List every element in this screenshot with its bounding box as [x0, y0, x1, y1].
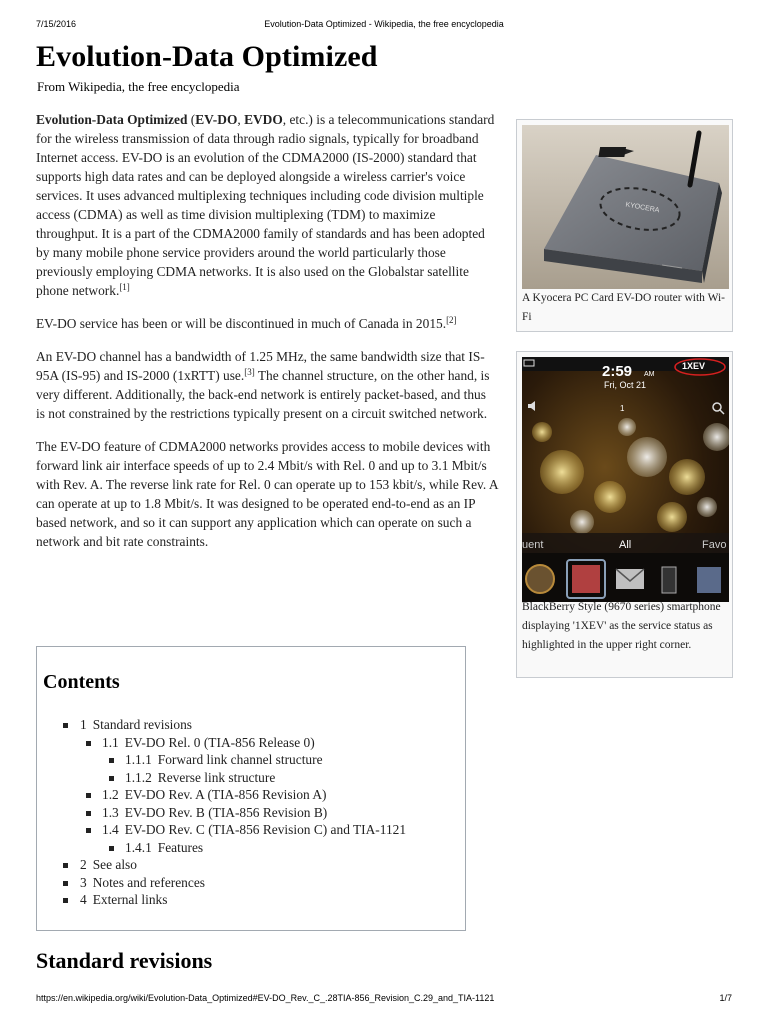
- paragraph-channel: [36, 347, 498, 423]
- toc-label[interactable]: EV-DO Rel. 0 (TIA-856 Release 0): [124, 734, 315, 750]
- toc-item[interactable]: [37, 716, 406, 856]
- toc-item[interactable]: [87, 769, 406, 787]
- toc-title: Contents: [43, 671, 120, 693]
- router-photo: [522, 125, 729, 289]
- toc-sublist: [87, 751, 406, 786]
- text: An EV-DO channel has a bandwidth of 1.25 MHz, the same bandwidth size that IS-95A (IS-95) and IS-2000 (1xRTT) use.: [36, 349, 485, 383]
- toc-number: 1.3: [102, 804, 119, 820]
- phone-tab-center: All: [619, 539, 632, 551]
- phone-time: 2:59: [602, 363, 633, 380]
- print-url: https://en.wikipedia.org/wiki/Evolution-Data_Optimized#EV-DO_Rev._C_.28TIA-856_Revision_C.29_and_TIA-1121: [36, 993, 495, 1003]
- toc-item[interactable]: [37, 856, 406, 874]
- blackberry-image[interactable]: [522, 357, 729, 602]
- toc-label[interactable]: See also: [92, 857, 137, 872]
- phone-tab-right: Favo: [702, 539, 727, 551]
- paragraph-canada: [36, 314, 498, 333]
- toc-item[interactable]: [37, 891, 406, 909]
- toc-sublist: [87, 839, 406, 857]
- text: The channel structure, on the other hand, is very different. Additionally, the back-end network is entirely packet-based, and thus is not constrained by the restrictions typically present on a circuit switched network.: [36, 368, 490, 421]
- toc-label[interactable]: EV-DO Rev. C (TIA-856 Revision C) and TIA-1121: [124, 822, 407, 837]
- figure-caption: A Kyocera PC Card EV-DO router with Wi-Fi: [522, 292, 725, 323]
- reference-link[interactable]: [2]: [446, 315, 457, 325]
- toc-label[interactable]: EV-DO Rev. B (TIA-856 Revision B): [124, 804, 328, 820]
- phone-tab-left: uent: [522, 539, 544, 551]
- toc-label[interactable]: External links: [92, 892, 168, 907]
- reference-link[interactable]: [3]: [244, 367, 255, 377]
- brand-label: KYOCERA: [624, 201, 660, 215]
- figure-caption: BlackBerry Style (9670 series) smartphone displaying '1XEV' as the service status as highlighted in the upper right corner.: [522, 601, 721, 651]
- router-image[interactable]: [522, 125, 729, 289]
- toc-number: 1.1: [102, 734, 119, 750]
- paragraph-speeds: [36, 437, 498, 551]
- table-of-contents: [36, 646, 466, 931]
- toc-item[interactable]: [37, 874, 406, 892]
- toc-label[interactable]: Notes and references: [92, 874, 205, 890]
- article-body: [36, 110, 498, 565]
- toc-number: 4: [80, 892, 87, 907]
- app-icon: [572, 565, 600, 593]
- toc-number: 1.4.1: [125, 839, 152, 855]
- toc-list: [37, 716, 406, 909]
- bold-term: Evolution-Data Optimized: [36, 112, 188, 127]
- figure-blackberry: [516, 351, 733, 678]
- phone-date: Fri, Oct 21: [604, 380, 647, 390]
- toc-label[interactable]: Features: [157, 839, 204, 855]
- toc-item[interactable]: [64, 734, 406, 787]
- toc-number: 1.1.2: [125, 769, 152, 785]
- print-date: 7/15/2016: [36, 19, 77, 29]
- toc-number: 1: [80, 717, 87, 732]
- phone-device-icon: [662, 567, 676, 593]
- text: (: [187, 112, 196, 127]
- text: ,: [237, 112, 245, 127]
- toc-number: 1.2: [102, 787, 119, 802]
- toc-item[interactable]: [87, 839, 406, 857]
- toc-number: 2: [80, 857, 87, 872]
- toc-number: 1.4: [102, 822, 119, 837]
- toc-item[interactable]: [64, 821, 406, 856]
- figure-router: [516, 119, 733, 332]
- toc-sublist: [64, 734, 406, 857]
- print-page-title: Evolution-Data Optimized - Wikipedia, the free encyclopedia: [264, 19, 504, 29]
- app-icon: [697, 567, 721, 593]
- toc-item[interactable]: [64, 786, 406, 804]
- phone-ampm: AM: [644, 371, 655, 378]
- toc-number: 3: [80, 874, 87, 890]
- toc-label[interactable]: Forward link channel structure: [157, 752, 323, 767]
- text: The EV-DO feature of CDMA2000 networks provides access to mobile devices with forward link air interface speeds of up to 2.4 Mbit/s with Rel. 0 and up to 3.1 Mbit/s with Rev. A. The reverse link rate for Rel. 0 can operate up to 153 kbit/s, while Rev. A can operate at up to 1.8 Mbit/s. It was designed to be operated end-to-end as an IP based network, and so it can support any application which can operate on such a network and bit rate constraints.: [36, 439, 498, 549]
- toc-number: 1.1.1: [125, 752, 152, 767]
- phone-notif: 1: [620, 404, 625, 413]
- text: EV-DO service has been or will be discontinued in much of Canada in 2015.: [36, 316, 447, 331]
- toc-label[interactable]: Standard revisions: [92, 717, 193, 732]
- section-heading: Standard revisions: [36, 948, 213, 973]
- bold-term: EVDO: [244, 112, 283, 127]
- toc-label[interactable]: Reverse link structure: [157, 769, 276, 785]
- reference-link[interactable]: [1]: [119, 282, 130, 292]
- phone-status: 1XEV: [682, 361, 706, 371]
- article-subtitle: From Wikipedia, the free encyclopedia: [37, 79, 240, 94]
- print-page-number: 1/7: [719, 993, 732, 1003]
- app-icon: [526, 565, 554, 593]
- blackberry-screenshot: [522, 357, 729, 602]
- toc-label[interactable]: EV-DO Rev. A (TIA-856 Revision A): [124, 787, 327, 802]
- paragraph-intro: [36, 110, 498, 300]
- text: , etc.) is a telecommunications standard for the wireless transmission of data through radio signals, typically for broadband Internet access. EV-DO is an evolution of the CDMA2000 (IS-2000) standard that supports high data rates and can be deployed alongside a wireless carrier's voice services. It uses advanced multiplexing techniques including code division multiple access (CDMA) as well as time division multiplexing (TDM) to maximize throughput. It is a part of the CDMA2000 family of standards and has been adopted by many mobile phone service providers around the world particularly those previously employing CDMA networks. It is also used on the Globalstar satellite phone network.: [36, 112, 495, 298]
- bold-term: EV-DO: [195, 112, 238, 127]
- article-title: Evolution-Data Optimized: [36, 40, 378, 73]
- toc-item[interactable]: [87, 751, 406, 769]
- toc-item[interactable]: [64, 804, 406, 822]
